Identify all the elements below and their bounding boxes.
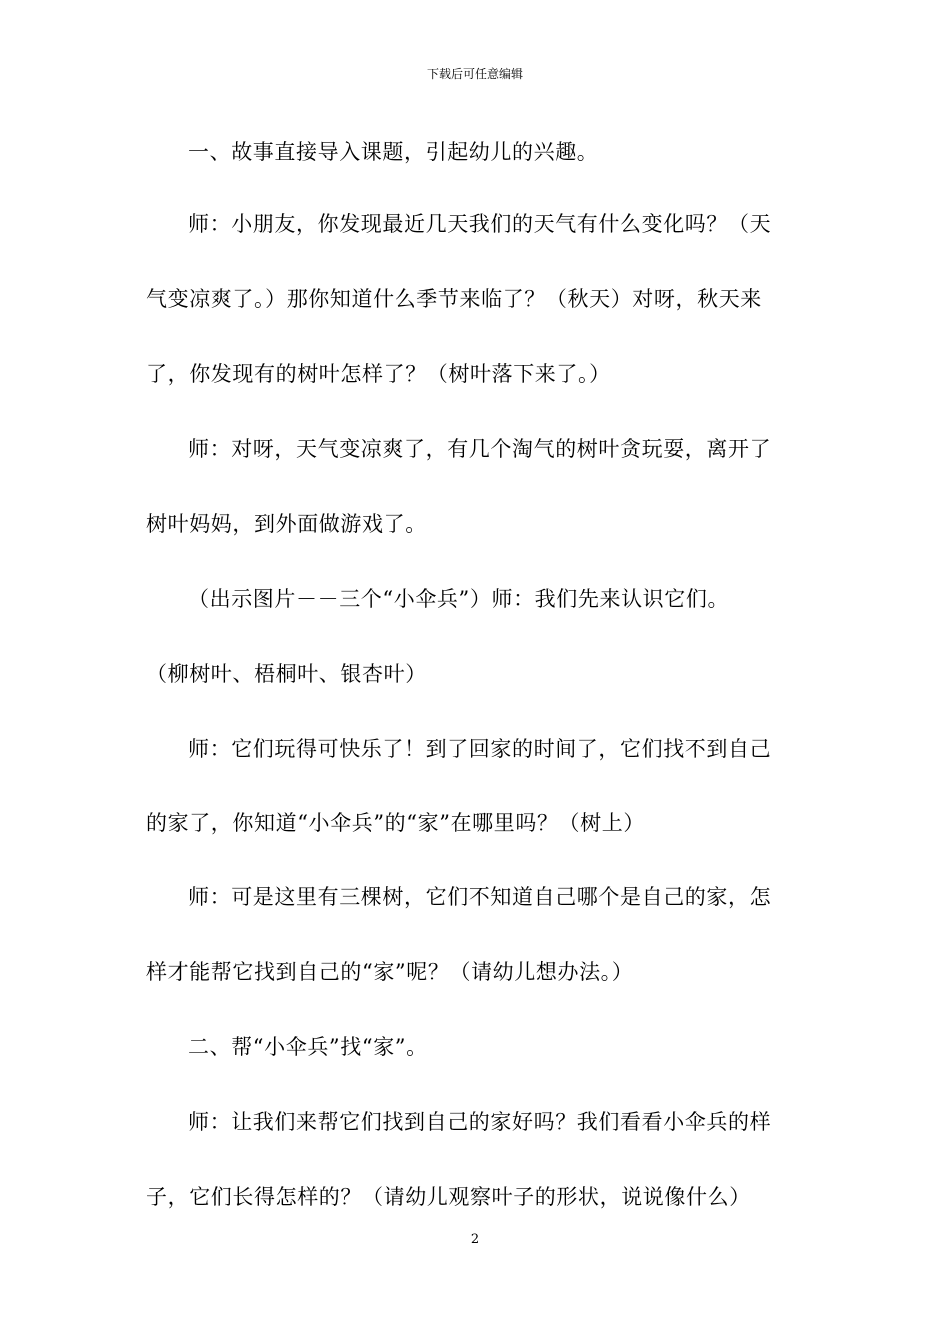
- paragraph-line-13: 二、帮“小伞兵”找“家”。: [188, 1035, 428, 1059]
- paragraph-line-11: 师：可是这里有三棵树，它们不知道自己哪个是自己的家，怎: [188, 885, 772, 909]
- paragraph-line-9: 师：它们玩得可快乐了！到了回家的时间了，它们找不到自己: [188, 737, 772, 761]
- paragraph-line-10: 的家了，你知道“小伞兵”的“家”在哪里吗？（树上）: [146, 811, 645, 835]
- paragraph-line-8: （柳树叶、梧桐叶、银杏叶）: [146, 662, 427, 686]
- paragraph-line-14: 师：让我们来帮它们找到自己的家好吗？我们看看小伞兵的样: [188, 1110, 772, 1134]
- page-header: 下载后可任意编辑: [426, 67, 523, 81]
- paragraph-line-2: 师：小朋友，你发现最近几天我们的天气有什么变化吗？（天: [188, 212, 772, 236]
- paragraph-line-1: 一、故事直接导入课题，引起幼儿的兴趣。: [188, 140, 599, 164]
- paragraph-line-3: 气变凉爽了。）那你知道什么季节来临了？（秋天）对呀，秋天来: [146, 287, 762, 311]
- paragraph-line-5: 师：对呀，天气变凉爽了，有几个淘气的树叶贪玩耍，离开了: [188, 437, 772, 461]
- paragraph-line-7: （出示图片－－三个“小伞兵”）师：我们先来认识它们。: [188, 587, 730, 611]
- page-number: 2: [470, 1232, 480, 1247]
- paragraph-line-6: 树叶妈妈，到外面做游戏了。: [146, 512, 427, 536]
- paragraph-line-4: 了，你发现有的树叶怎样了？（树叶落下来了。）: [146, 362, 611, 386]
- paragraph-line-15: 子，它们长得怎样的？（请幼儿观察叶子的形状，说说像什么）: [146, 1185, 751, 1209]
- paragraph-line-12: 样才能帮它找到自己的“家”呢？（请幼儿想办法。）: [146, 960, 634, 984]
